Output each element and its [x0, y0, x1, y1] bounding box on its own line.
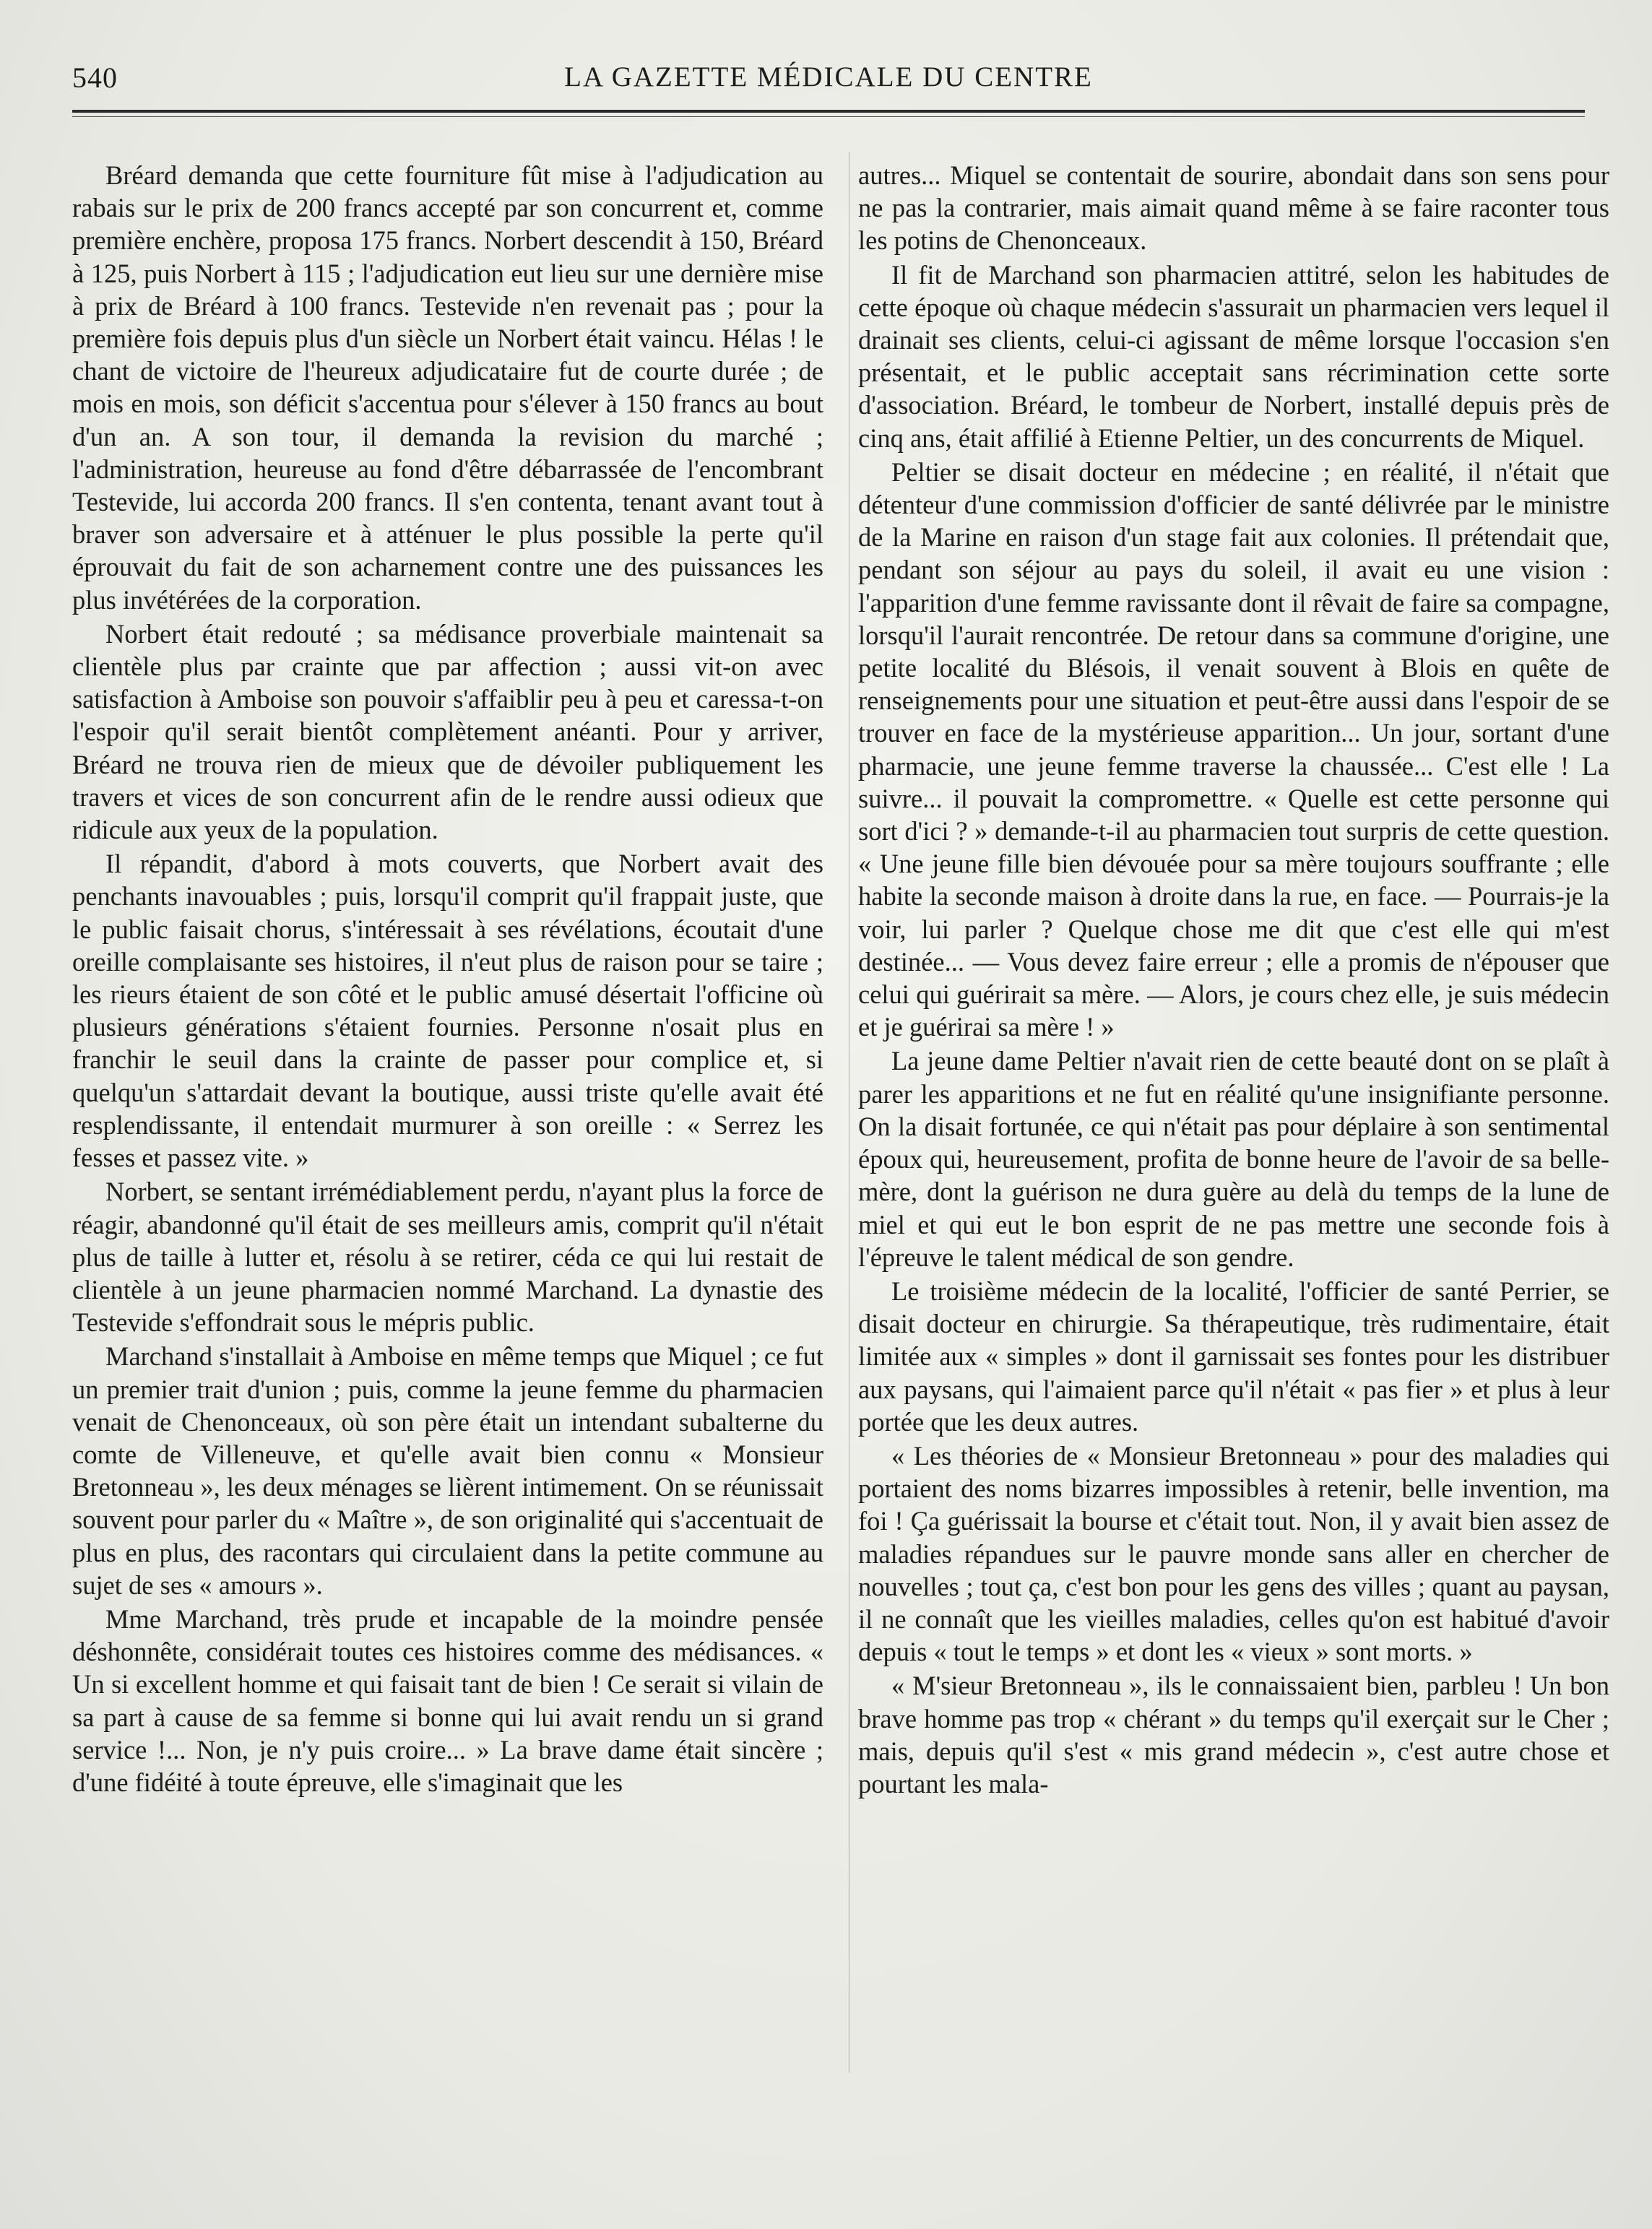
paragraph: Peltier se disait docteur en médecine ; en réalité, il n'était que détenteur d'une commission d'officier de santé délivrée par le ministre de la Marine en raison d'un stage fait aux colonies. Il prétendait que, pendant son séjour au pays du soleil, il avait eu une vision : l'apparition d'une femme ravissante dont il rêvait de faire sa compagne, lorsqu'il l'aurait rencontrée. De retour dans sa commune d'origine, une petite localité du Blésois, il venait souvent à Blois en quête de renseignements pour une situation et peut-être aussi dans l'espoir de se trouver en face de la mystérieuse apparition... Un jour, sortant d'une pharmacie, une jeune femme traverse la chaussée... C'est elle ! La suivre... il pouvait la compromettre. « Quelle est cette personne qui sort d'ici ? » demande-t-il au pharmacien tout surpris de cette question. « Une jeune fille bien dévouée pour sa mère toujours souffrante ; elle habite la seconde maison à droite dans la rue, en face. — Pourrais-je la voir, lui parler ? Quelque chose me dit que c'est elle qui m'est destinée... — Vous devez faire erreur ; elle a promis de n'épouser que celui qui guérirait sa mère. — Alors, je cours chez elle, je suis médecin et je guérirai sa mère ! »: [858, 456, 1609, 1042]
paragraph: « M'sieur Bretonneau », ils le connaissaient bien, parbleu ! Un bon brave homme pas trop « chérant » du temps qu'il exerçait sur le Cher ; mais, depuis qu'il s'est « mis grand médecin », c'est autre chose et pourtant les mala-: [858, 1671, 1609, 1799]
page-header: [72, 61, 1585, 104]
left-column: [72, 159, 823, 1799]
paragraph: Il fit de Marchand son pharmacien attitré, selon les habitudes de cette époque où chaque médecin s'assurait un pharmacien vers lequel il drainait ses clients, celui-ci agissant de même lorsque l'occasion s'en présentait, et le public acceptait sans récrimination cette sorte d'association. Bréard, le tombeur de Norbert, installé depuis près de cinq ans, était affilié à Etienne Peltier, un des concurrents de Miquel.: [858, 259, 1609, 453]
paragraph: « Les théories de « Monsieur Bretonneau » pour des maladies qui portaient des noms bizarres impossibles à retenir, belle invention, ma foi ! Ça guérissait la bourse et c'était tout. Non, il y avait bien assez de maladies répandues sur le pauvre monde sans aller en chercher de nouvelles ; tout ça, c'est bon pour les gens des villes ; quant au paysan, il ne connaît que les vieilles maladies, celles qu'on est habitué d'avoir depuis « tout le temps » et dont les « vieux » sont morts. »: [858, 1440, 1609, 1667]
paragraph: autres... Miquel se contentait de sourire, abondait dans son sens pour ne pas la contrarier, mais aimait quand même à se faire raconter tous les potins de Chenonceaux.: [858, 160, 1609, 256]
paragraph: Norbert, se sentant irrémédiablement perdu, n'ayant plus la force de réagir, abandonné qu'il était de ses meilleurs amis, comprit qu'il n'était plus de taille à lutter et, résolu à se retirer, céda ce qui lui restait de clientèle à un jeune pharmacien nommé Marchand. La dynastie des Testevide s'effondrait sous le mépris public.: [72, 1177, 823, 1338]
paragraph: Marchand s'installait à Amboise en même temps que Miquel ; ce fut un premier trait d'union ; puis, comme la jeune femme du pharmacien venait de Chenonceaux, où son père était un intendant subalterne du comte de Villeneuve, et qu'elle avait bien connu « Monsieur Bretonneau », les deux ménages se lièrent intimement. On se réunissait souvent pour parler du « Maître », de son originalité qui s'accentuait de plus en plus, des racontars qui circulaient dans la petite commune au sujet de ses « amours ».: [72, 1341, 823, 1600]
right-column: [858, 159, 1609, 1800]
paragraph: Bréard demanda que cette fourniture fût mise à l'adjudication au rabais sur le prix de 200 francs accepté par son concurrent et, comme première enchère, proposa 175 francs. Norbert descendit à 150, Bréard à 125, puis Norbert à 115 ; l'adjudication eut lieu sur une dernière mise à prix de Bréard à 100 francs. Testevide n'en revenait pas ; pour la première fois depuis plus d'un siècle un Norbert était vaincu. Hélas ! le chant de victoire de l'heureux adjudicataire fut de courte durée ; de mois en mois, son déficit s'accentua pour s'élever à 150 francs au bout d'un an. A son tour, il demanda la revision du marché ; l'administration, heureuse au fond d'être débarrassée de l'encombrant Testevide, lui accorda 200 francs. Il s'en contenta, tenant avant tout à braver son adversaire et à atténuer le plus possible la perte qu'il éprouvait du fait de son acharnement contre une des puissances les plus invétérées de la corporation.: [72, 160, 823, 615]
paragraph: Le troisième médecin de la localité, l'officier de santé Perrier, se disait docteur en chirurgie. Sa thérapeutique, très rudimentaire, était limitée aux « simples » dont il garnissait ses fontes pour les distribuer aux paysans, qui l'aimaient parce qu'il n'était « pas fier » et plus à leur portée que les deux autres.: [858, 1276, 1609, 1437]
page-number: 540: [72, 61, 118, 94]
header-rule: [72, 110, 1585, 117]
paragraph: Norbert était redouté ; sa médisance proverbiale maintenait sa clientèle plus par crainte que par affection ; aussi vit-on avec satisfaction à Amboise son pouvoir s'affaiblir peu à peu et caressa-t-on l'espoir qu'il serait bientôt complètement anéanti. Pour y arriver, Bréard ne trouva rien de mieux que de dévoiler publiquement les travers et vices de son concurrent afin de le rendre aussi odieux que ridicule aux yeux de la population.: [72, 618, 823, 845]
paragraph: Mme Marchand, très prude et incapable de la moindre pensée déshonnête, considérait toutes ces histoires comme des médisances. « Un si excellent homme et qui faisait tant de bien ! Ce serait si vilain de sa part à cause de sa femme si bonne qui lui avait rendu un si grand service !... Non, je n'y puis croire... » La brave dame était sincère ; d'une fidéité à toute épreuve, elle s'imaginait que les: [72, 1603, 823, 1797]
paragraph: La jeune dame Peltier n'avait rien de cette beauté dont on se plaît à parer les apparitions et ne fut en réalité qu'une insignifiante personne. On la disait fortunée, ce qui n'était pas pour déplaire à son sentimental époux qui, heureusement, profita de bonne heure de l'avoir de sa belle-mère, dont la guérison ne dura guère au delà du temps de la lune de miel et qui eut le bon esprit de ne pas mettre une seconde fois à l'épreuve le talent médical de son gendre.: [858, 1046, 1609, 1272]
running-title: LA GAZETTE MÉDICALE DU CENTRE: [564, 61, 1093, 92]
paragraph: Il répandit, d'abord à mots couverts, que Norbert avait des penchants inavouables ; puis, lorsqu'il comprit qu'il frappait juste, que le public faisait chorus, s'intéressait à ses révélations, écoutait d'une oreille complaisante ses histoires, il n'eut plus de raison pour se taire ; les rieurs étaient de son côté et le public amusé désertait l'officine où plusieurs générations s'étaient fournies. Personne n'osait plus en franchir le seuil dans la crainte de passer pour complice et, si quelqu'un s'attardait devant la boutique, aussi triste qu'elle avait été resplendissante, il entendait murmurer à son oreille : « Serrez les fesses et passez vite. »: [72, 849, 823, 1173]
